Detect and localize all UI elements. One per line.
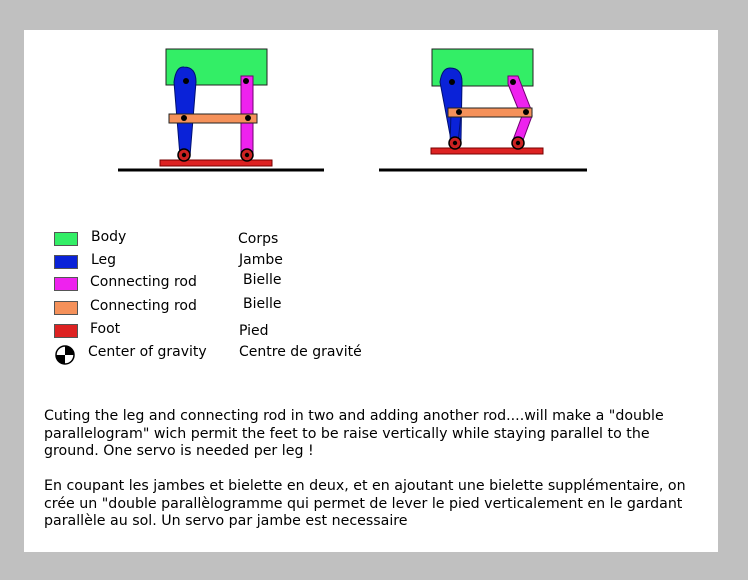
foot-right [431, 148, 543, 154]
explanation-english: Cuting the leg and connecting rod in two and adding another rod....will make a "double parallelogram" wich permit the feet to be raise vertically while staying parallel to the ground. One servo is needed per leg ! [44, 408, 664, 459]
leg-mechanism-diagram [24, 30, 718, 230]
legend-row-center-of-gravity [24, 344, 424, 364]
legend-label-en: Connecting rod [90, 298, 197, 314]
content-panel [24, 30, 718, 552]
legend-label-fr: Centre de gravité [239, 344, 362, 360]
legend-label-en: Connecting rod [90, 274, 197, 290]
mechanism-raised [379, 49, 587, 170]
legend-label-fr: Bielle [243, 296, 282, 312]
center-of-gravity-icon [54, 344, 76, 366]
legend-row-body [24, 229, 424, 249]
legend-row-connecting-rod-horizontal [24, 298, 424, 318]
mechanism-standing [118, 49, 324, 170]
connecting-rod-horizontal-swatch [54, 301, 78, 315]
explanation-french: En coupant les jambes et bielette en deux, et en ajoutant une bielette supplémentaire, on crée un "double parallèlogramme qui permet de lever le pied verticalement en le gardant parallèle au sol. Un servo par jambe est necessaire [44, 478, 686, 529]
legend-label-en: Body [91, 229, 127, 245]
legend-row-leg [24, 252, 424, 272]
legend-label-en: Center of gravity [88, 344, 207, 360]
body-swatch [54, 232, 78, 246]
leg-swatch [54, 255, 78, 269]
foot-left [160, 160, 272, 166]
connecting-rod-vertical-swatch [54, 277, 78, 291]
legend-label-fr: Corps [238, 231, 279, 247]
legend-label-en: Leg [91, 252, 117, 268]
legend-label-en: Foot [90, 321, 121, 337]
foot-swatch [54, 324, 78, 338]
legend-row-connecting-rod-vertical [24, 274, 424, 294]
legend-row-foot [24, 321, 424, 341]
legend-label-fr: Jambe [239, 252, 283, 268]
legend-label-fr: Bielle [243, 272, 282, 288]
legend-label-fr: Pied [239, 323, 269, 339]
